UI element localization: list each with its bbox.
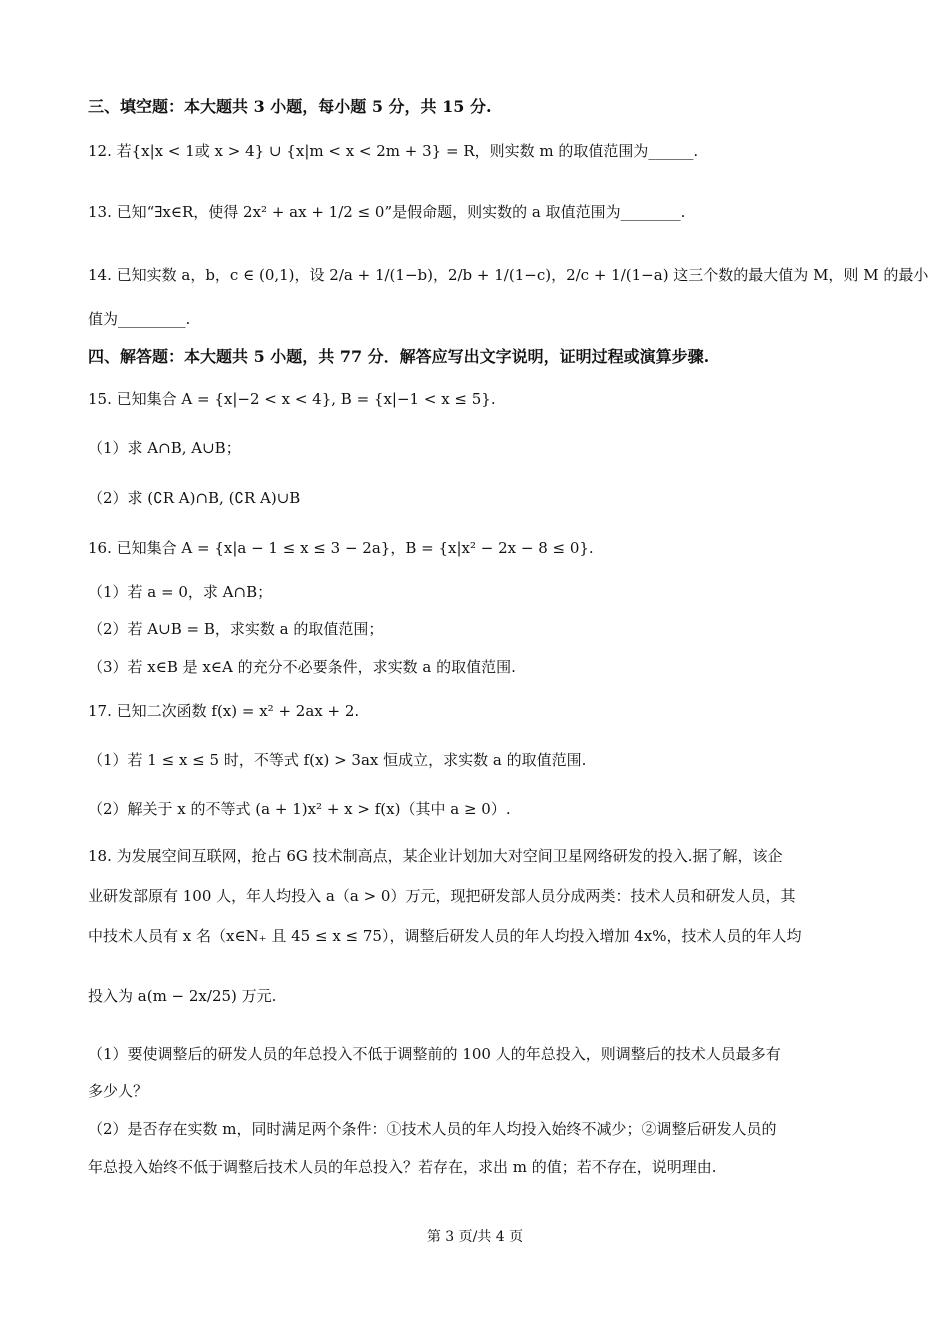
question-15-part1: （1）求 A∩B, A∪B； (88, 439, 241, 457)
question-13: 13. 已知“∃x∈R，使得 2x² + ax + 1/2 ≤ 0”是假命题，则实数的 a 取值范围为________. (88, 203, 686, 221)
question-16-part3: （3）若 x∈B 是 x∈A 的充分不必要条件，求实数 a 的取值范围. (88, 658, 516, 676)
question-18-part1-line2: 多少人？ (88, 1082, 149, 1100)
question-14-line2: 值为_________. (88, 310, 191, 328)
question-14-line1: 14. 已知实数 a，b，c ∈ (0,1)，设 2/a + 1/(1−b)，2/b + 1/(1−c)，2/c + 1/(1−a) 这三个数的最大值为 M，则 M 的最小 (88, 266, 929, 284)
question-16-part1: （1）若 a = 0，求 A∩B； (88, 583, 273, 601)
question-16-part2: （2）若 A∪B = B，求实数 a 的取值范围； (88, 620, 384, 638)
question-17-part1: （1）若 1 ≤ x ≤ 5 时，不等式 f(x) > 3ax 恒成立，求实数 a 的取值范围. (88, 751, 587, 769)
question-16-stem: 16. 已知集合 A = {x|a − 1 ≤ x ≤ 3 − 2a}，B = {x|x² − 2x − 8 ≤ 0}. (88, 539, 594, 557)
question-18-line1: 18. 为发展空间互联网，抢占 6G 技术制高点，某企业计划加大对空间卫星网络研发的投入.据了解，该企 (88, 847, 783, 865)
question-18-part2-line2: 年总投入始终不低于调整后技术人员的年总投入？若存在，求出 m 的值；若不存在，说明理由. (88, 1158, 717, 1176)
section4-heading: 四、解答题：本大题共 5 小题，共 77 分．解答应写出文字说明，证明过程或演算步骤. (88, 347, 710, 366)
question-18-part2-line1: （2）是否存在实数 m，同时满足两个条件：①技术人员的年人均投入始终不减少；②调整后研发人员的 (88, 1120, 777, 1138)
question-15-stem: 15. 已知集合 A = {x|−2 < x < 4}, B = {x|−1 < x ≤ 5}. (88, 390, 496, 408)
question-12: 12. 若{x|x < 1或 x > 4} ∪ {x|m < x < 2m + 3} = R，则实数 m 的取值范围为______. (88, 142, 699, 160)
page-footer: 第 3 页/共 4 页 (426, 1229, 524, 1245)
question-18-line3: 中技术人员有 x 名（x∈N₊ 且 45 ≤ x ≤ 75），调整后研发人员的年人均投入增加 4x%，技术人员的年人均 (88, 927, 802, 945)
question-17-stem: 17. 已知二次函数 f(x) = x² + 2ax + 2. (88, 702, 360, 720)
question-18-line2: 业研发部原有 100 人，年人均投入 a（a > 0）万元，现把研发部人员分成两类：技术人员和研发人员，其 (88, 887, 796, 905)
question-15-part2: （2）求 (∁R A)∩B, (∁R A)∪B (88, 489, 301, 507)
question-18-line4: 投入为 a(m − 2x/25) 万元. (88, 987, 277, 1005)
question-17-part2: （2）解关于 x 的不等式 (a + 1)x² + x > f(x)（其中 a ≥ 0）. (88, 800, 511, 818)
question-18-part1-line1: （1）要使调整后的研发人员的年总投入不低于调整前的 100 人的年总投入，则调整后的技术人员最多有 (88, 1045, 781, 1063)
section3-heading: 三、填空题：本大题共 3 小题，每小题 5 分，共 15 分. (88, 97, 492, 116)
